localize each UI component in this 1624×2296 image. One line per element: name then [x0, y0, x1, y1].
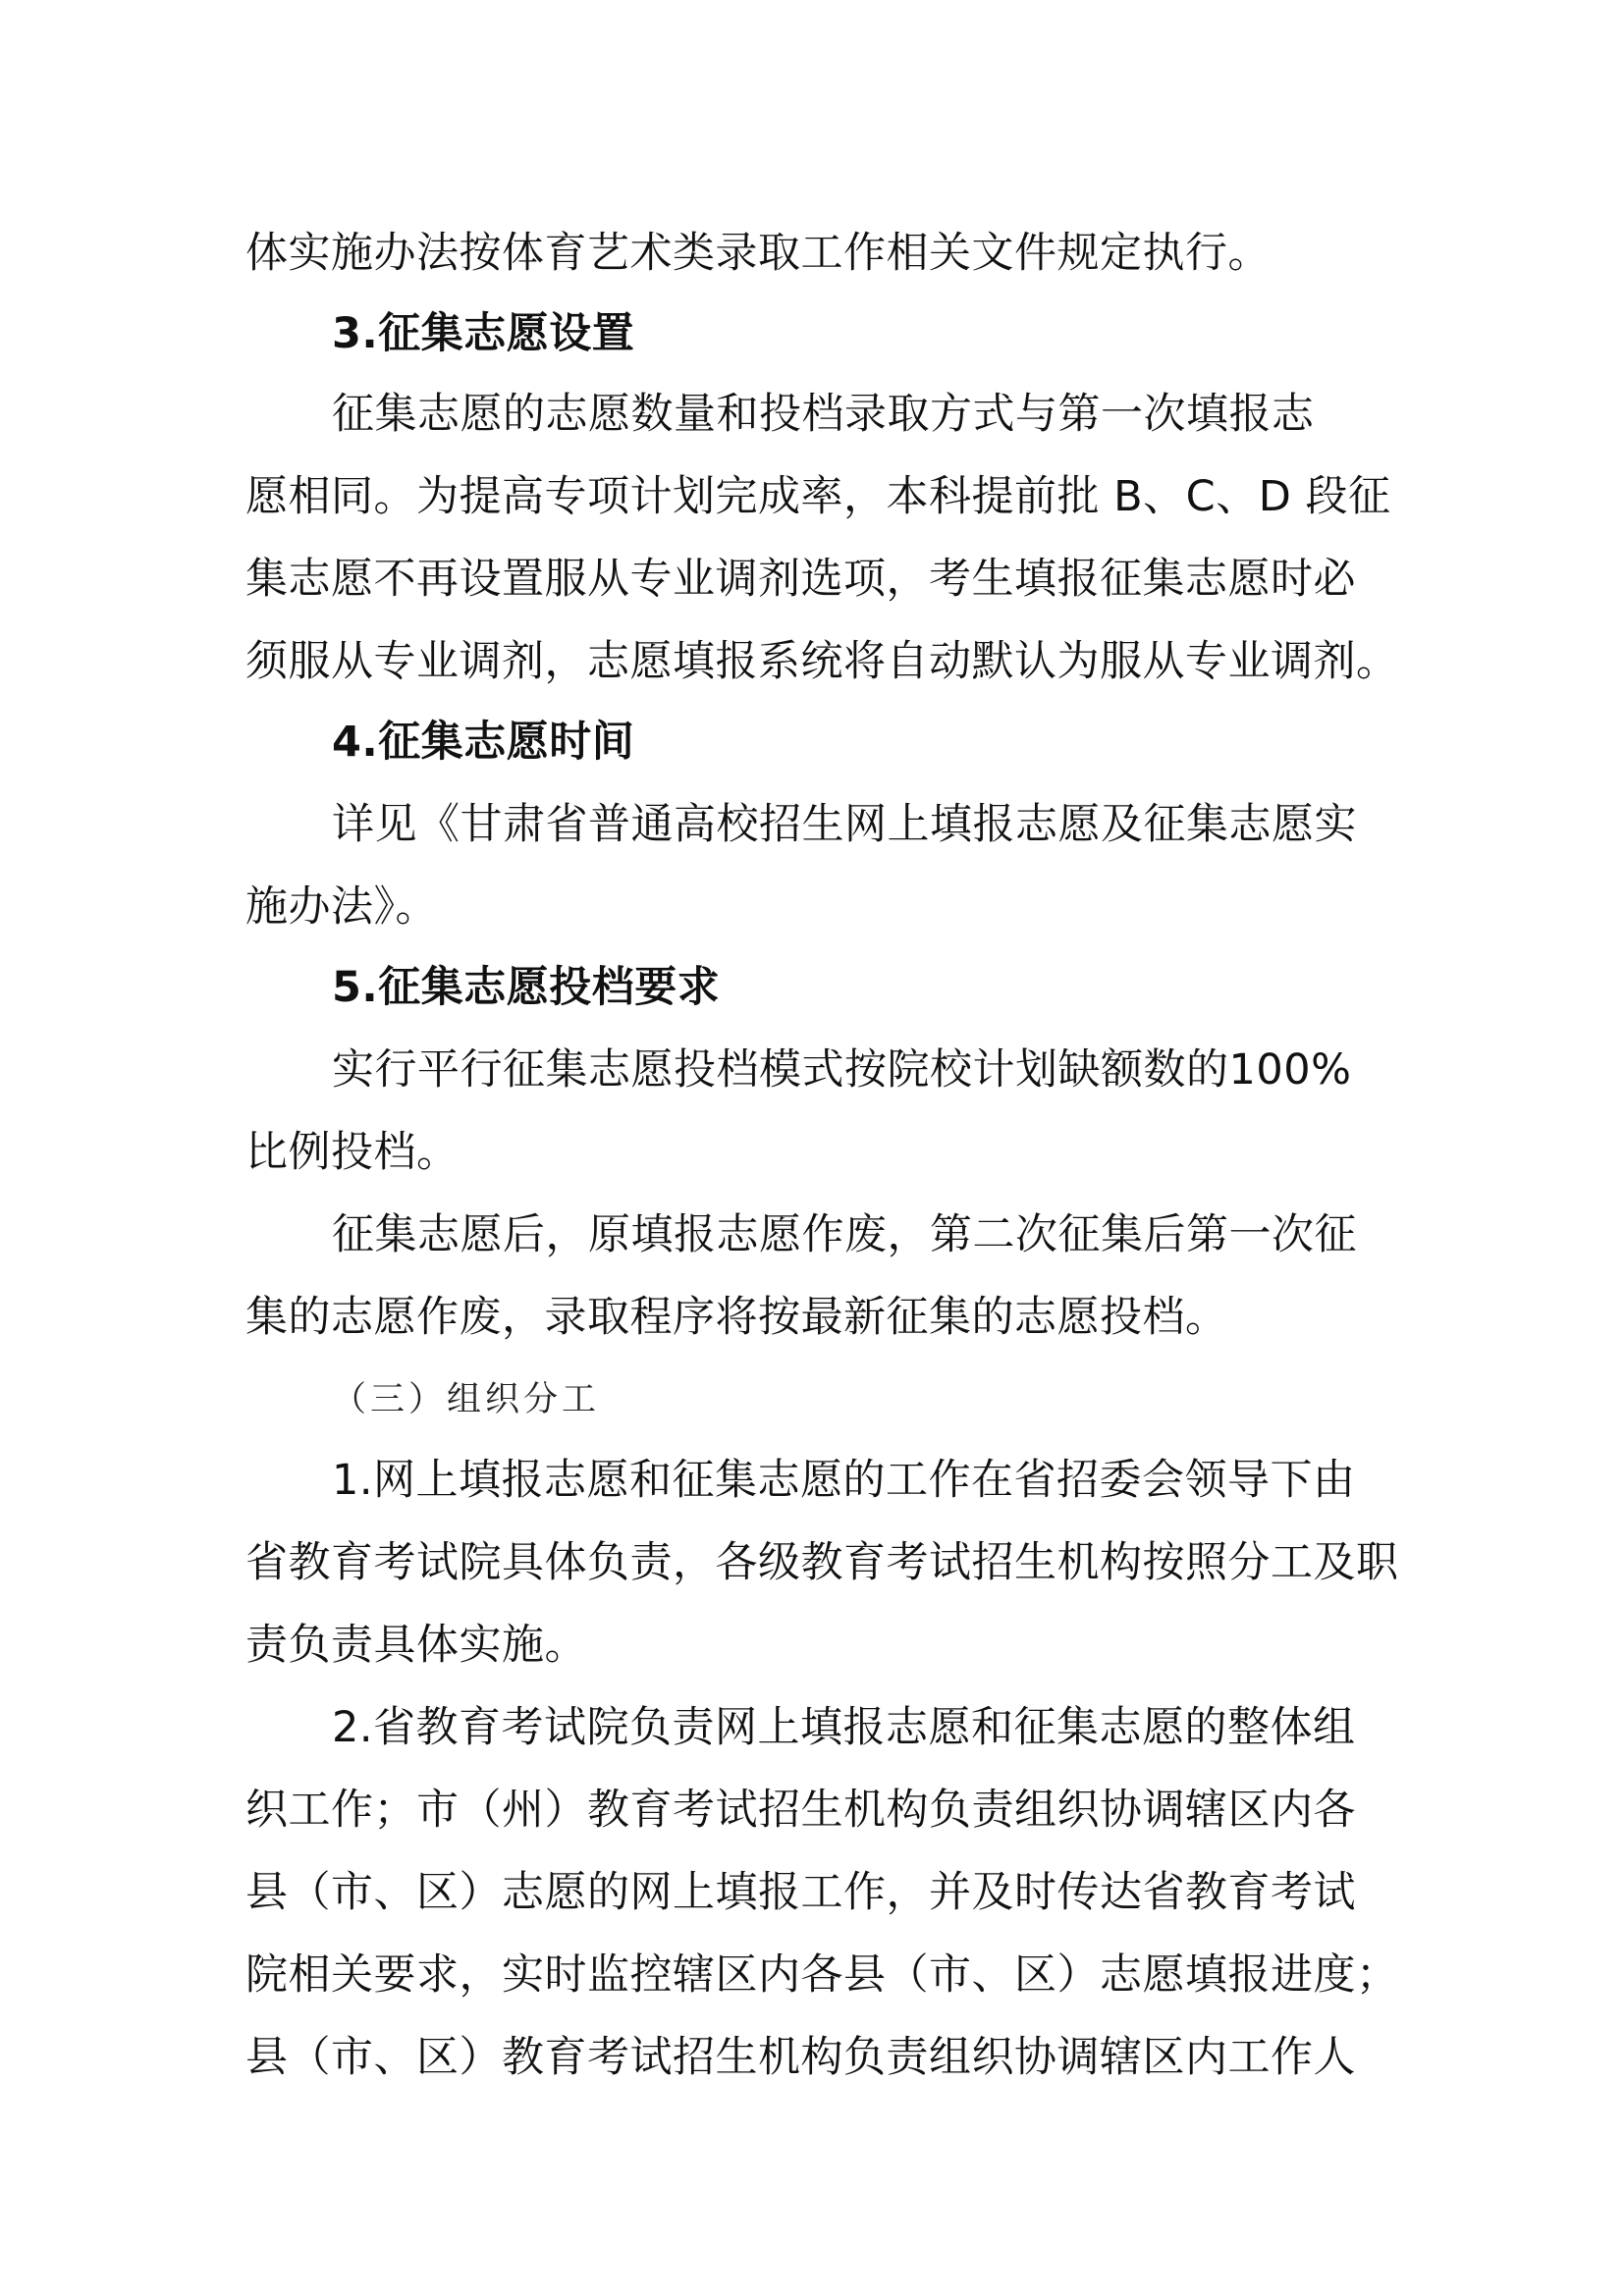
body-text-line: 比例投档。	[245, 1128, 460, 1177]
body-text-line: 县（市、区）志愿的网上填报工作，并及时传达省教育考试	[245, 1868, 1356, 1917]
body-text-line: 征集志愿的志愿数量和投档录取方式与第一次填报志	[332, 390, 1315, 439]
body-text-line: 施办法》。	[245, 882, 438, 932]
body-text-line: 织工作；市（州）教育考试招生机构负责组织协调辖区内各	[245, 1786, 1356, 1835]
body-text-line: 1.网上填报志愿和征集志愿的工作在省招委会领导下由	[332, 1456, 1356, 1505]
body-text-line: 集的志愿作废，录取程序将按最新征集的志愿投档。	[245, 1293, 1228, 1342]
body-text-line: 县（市、区）教育考试招生机构负责组织协调辖区内工作人	[245, 2033, 1356, 2082]
subsection-heading-3: （三）组织分工	[332, 1380, 601, 1419]
body-text-line: 省教育考试院具体负责，各级教育考试招生机构按照分工及职	[245, 1538, 1399, 1587]
body-text-line: 院相关要求，实时监控辖区内各县（市、区）志愿填报进度；	[245, 1950, 1399, 2000]
body-text-line: 征集志愿后，原填报志愿作废，第二次征集后第一次征	[332, 1210, 1357, 1259]
section-heading-5: 5.征集志愿投档要求	[332, 963, 721, 1012]
body-text-line: 详见《甘肃省普通高校招生网上填报志愿及征集志愿实	[332, 800, 1357, 849]
section-heading-3: 3.征集志愿设置	[332, 309, 635, 358]
body-text-line: 责负责具体实施。	[245, 1621, 587, 1670]
body-text-line: 实行平行征集志愿投档模式按院校计划缺额数的100%	[332, 1045, 1352, 1095]
body-text-line: 集志愿不再设置服从专业调剂选项，考生填报征集志愿时必	[245, 555, 1356, 604]
body-text-line: 须服从专业调剂，志愿填报系统将自动默认为服从专业调剂。	[245, 637, 1399, 686]
body-text-line: 体实施办法按体育艺术类录取工作相关文件规定执行。	[245, 229, 1271, 278]
body-text-line: 2.省教育考试院负责网上填报志愿和征集志愿的整体组	[332, 1703, 1356, 1752]
section-heading-4: 4.征集志愿时间	[332, 718, 635, 767]
body-text-line: 愿相同。为提高专项计划完成率，本科提前批 B、C、D 段征	[245, 472, 1391, 521]
